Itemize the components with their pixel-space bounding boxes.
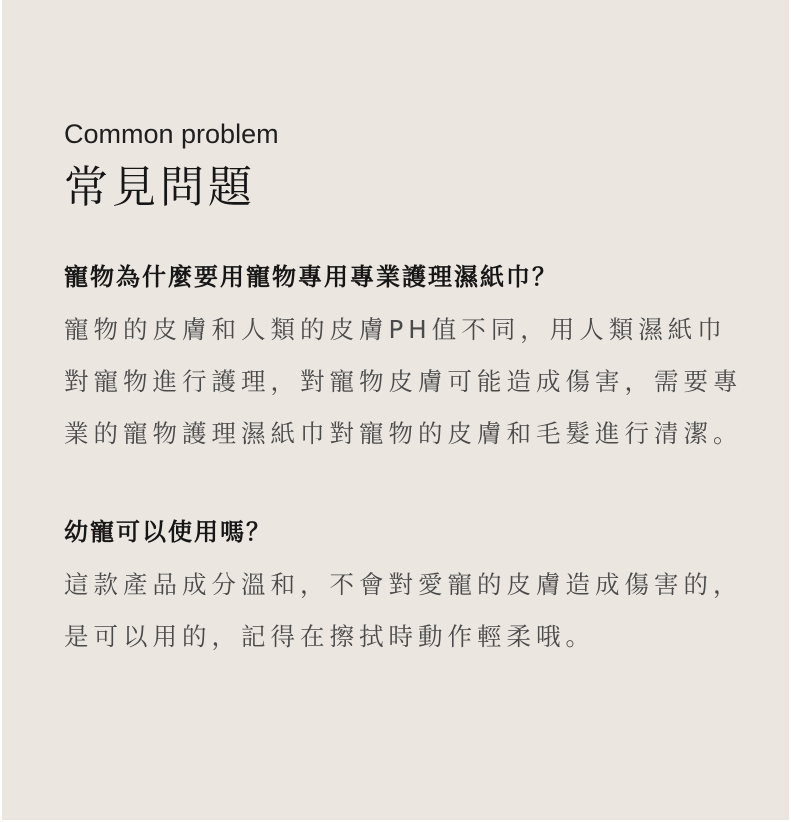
faq-question: 幼寵可以使用嗎？ bbox=[64, 518, 272, 546]
faq-content bbox=[64, 116, 754, 663]
section-title: 常見問題 bbox=[64, 162, 256, 213]
faq-panel bbox=[2, 0, 789, 820]
faq-question: 寵物為什麼要用寵物專用專業護理濕紙巾？ bbox=[64, 263, 558, 291]
faq-answer: 寵物的皮膚和人類的皮膚PH值不同，用人類濕紙巾對寵物進行護理，對寵物皮膚可能造成傷害，需要專業的寵物護理濕紙巾對寵物的皮膚和毛髮進行清潔。 bbox=[64, 315, 743, 448]
faq-item bbox=[64, 515, 754, 663]
faq-answer: 這款產品成分溫和，不會對愛寵的皮膚造成傷害的，是可以用的，記得在擦拭時動作輕柔哦。 bbox=[64, 570, 743, 651]
section-eyebrow: Common problem bbox=[64, 119, 279, 149]
faq-item bbox=[64, 260, 754, 460]
